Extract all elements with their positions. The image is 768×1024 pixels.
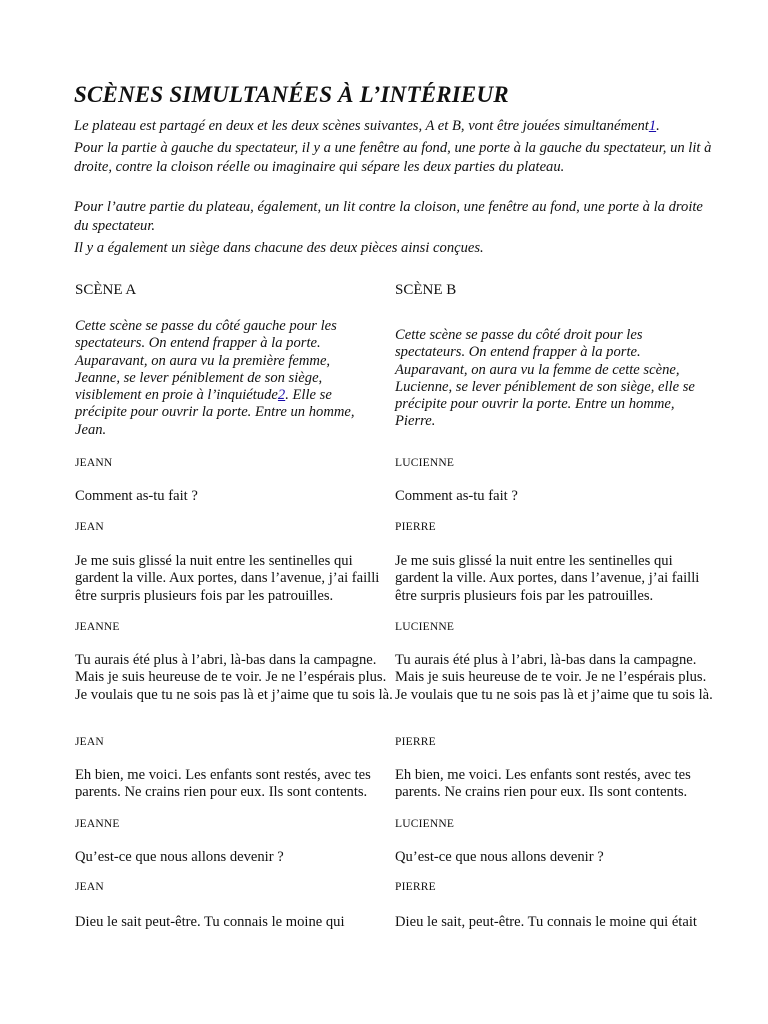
speaker-name: JEAN [75,736,104,748]
scene-a-stage-text: Cette scène se passe du côté gauche pour les spectateurs. On entend frapper à la porte. Auparavant, on aura vu la première femme, Jeanne, se lever péniblement de son siège, visiblement en proie à l’inquiétude [75,318,337,404]
dialogue-line: Eh bien, me voici. Les enfants sont restés, avec tes parents. Ne crains rien pour eux. Ils sont contents. [395,767,691,801]
intro-paragraph-1-text: Le plateau est partagé en deux et les deux scènes suivantes, A et B, vont être jouées simultanément [74,118,649,134]
dialogue-line: Eh bien, me voici. Les enfants sont restés, avec tes parents. Ne crains rien pour eux. Ils sont contents. [75,767,371,801]
footnote-link-2[interactable]: 2 [277,387,286,404]
dialogue-line: Je me suis glissé la nuit entre les sentinelles qui gardent la ville. Aux portes, dans l’avenue, j’ai failli être surpris plusieurs fois par les patrouilles. [395,553,700,604]
dialogue-line: Qu’est-ce que nous allons devenir ? [395,849,604,865]
dialogue-line: Tu aurais été plus à l’abri, là-bas dans la campagne. Mais je suis heureuse de te voir. Je ne l’espérais plus. Je voulais que tu ne sois pas là et j’aime que tu sois là. [395,652,713,703]
scene-a-heading: SCÈNE A [75,282,137,298]
dialogue-line: Dieu le sait peut-être. Tu connais le moine qui [75,914,345,930]
speaker-name: JEAN [75,521,104,533]
speaker-name: LUCIENNE [395,818,455,830]
dialogue-line: Dieu le sait, peut-être. Tu connais le moine qui était [395,914,697,930]
scene-b-heading: SCÈNE B [395,282,457,298]
intro-paragraph-1 [74,117,714,136]
speaker-name: JEANNE [75,818,120,830]
intro-paragraph-3: Pour l’autre partie du plateau, également, un lit contre la cloison, une fenêtre au fond, une porte à la droite du spectateur. [74,199,703,234]
scene-a-stage-text-end: . Elle se précipite pour ouvrir la porte. Entre un homme, Jean. [75,387,355,438]
intro-paragraph-4: Il y a également un siège dans chacune des deux pièces ainsi conçues. [74,240,484,256]
dialogue-line: Comment as-tu fait ? [395,488,518,504]
scene-b-stage-direction: Cette scène se passe du côté droit pour les spectateurs. On entend frapper à la porte. Auparavant, on aura vu la femme de cette scène, Lucienne, se lever péniblement de son siège, elle se précipite pour ouvrir la porte. Entre un homme, Pierre. [395,327,695,430]
speaker-name: PIERRE [395,736,436,748]
speaker-name: LUCIENNE [395,621,455,633]
speaker-name: PIERRE [395,521,436,533]
speaker-name: LUCIENNE [395,457,455,469]
dialogue-line: Comment as-tu fait ? [75,488,198,504]
dialogue-line: Qu’est-ce que nous allons devenir ? [75,849,284,865]
speaker-name: JEANN [75,457,113,469]
speaker-name: PIERRE [395,881,436,893]
intro-paragraph-2: Pour la partie à gauche du spectateur, il y a une fenêtre au fond, une porte à la gauche du spectateur, un lit à droite, contre la cloison réelle ou imaginaire qui sépare les deux parties du plateau. [74,140,712,175]
scene-a-stage-direction [75,318,375,439]
speaker-name: JEAN [75,881,104,893]
speaker-name: JEANNE [75,621,120,633]
intro-paragraph-1-end: . [656,118,660,134]
dialogue-line: Je me suis glissé la nuit entre les sentinelles qui gardent la ville. Aux portes, dans l’avenue, j’ai failli être surpris plusieurs fois par les patrouilles. [75,553,380,604]
page-title: SCÈNES SIMULTANÉES À L’INTÉRIEUR [74,82,509,107]
footnote-link-1[interactable]: 1 [648,118,657,134]
dialogue-line: Tu aurais été plus à l’abri, là-bas dans la campagne. Mais je suis heureuse de te voir. Je ne l’espérais plus. Je voulais que tu ne sois pas là et j’aime que tu sois là. [75,652,393,703]
